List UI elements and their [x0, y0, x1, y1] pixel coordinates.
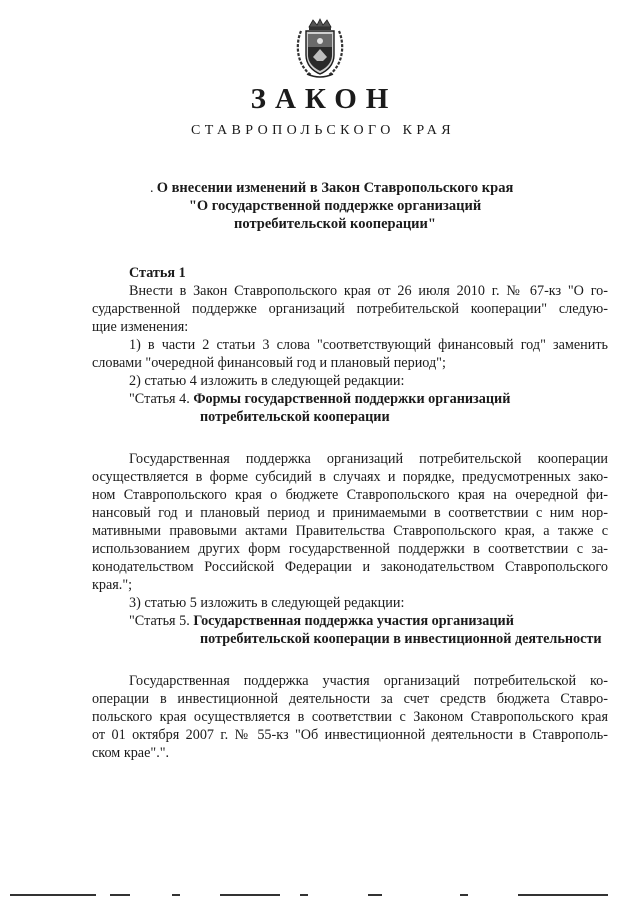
law-title: ЗАКОН — [250, 83, 398, 115]
body-line: Государственная поддержка организаций потребительской кооперации — [129, 451, 608, 467]
law-subtitle: СТАВРОПОЛЬСКОГО КРАЯ — [191, 123, 455, 138]
body-line: Внести в Закон Ставропольского края от 26 июля 2010 г. № 67-кз "О го- — [129, 283, 608, 299]
body-line: 2) статью 4 изложить в следующей редакции: — [129, 373, 405, 389]
body-line: от 01 октября 2007 г. № 55-кз "Об инвестиционной деятельности в Ставрополь- — [92, 727, 608, 743]
stavropol-coat-of-arms-icon — [293, 17, 347, 81]
body-line: 1) в части 2 статьи 3 слова "соответствующий финансовый год" заменить — [129, 337, 608, 353]
document-heading — [150, 179, 520, 233]
body-line: осуществляется в форме субсидий в случаях и порядке, предусмотренных зако- — [92, 469, 608, 485]
heading-line: О внесении изменений в Закон Ставропольского края — [156, 180, 514, 196]
body-line: мативными правовыми актами Правительства Ставропольского края, а также с — [92, 523, 608, 539]
body-line: ском крае".". — [92, 745, 170, 761]
body-line: сударственной поддержке организаций потребительской кооперации" следую- — [92, 301, 608, 317]
body-line: польского края осуществляется в соответствии с Законом Ставропольского края — [92, 709, 608, 725]
body-line: Государственная поддержка участия организаций потребительской ко- — [129, 673, 608, 689]
body-line: нансовый год и плановый период и принимаемыми в соответствии с ним нор- — [92, 505, 608, 521]
body-line: ном Ставропольского края о бюджете Ставропольского края на очередной фи- — [92, 487, 608, 503]
article4-title-cont: потребительской кооперации — [200, 409, 390, 425]
article4-title: Формы государственной поддержки организаций — [193, 391, 511, 407]
article4-heading — [92, 390, 608, 408]
article5-prefix: "Статья 5. — [129, 613, 194, 629]
body-line: конодательством Российской Федерации и законодательством Ставропольского — [92, 559, 608, 575]
margin-mark: . — [150, 181, 154, 196]
body-line: словами "очередной финансовый год и плановый период"; — [92, 355, 446, 371]
body-line: использованием других форм государственной поддержки в соответствии с за- — [92, 541, 608, 557]
heading-line: "О государственной поддержке организаций — [188, 198, 482, 214]
article5-heading — [92, 612, 608, 630]
heading-line: потребительской кооперации" — [234, 216, 436, 232]
article5-title-cont: потребительской кооперации в инвестиционной деятельности — [200, 631, 602, 647]
body-line: края."; — [92, 577, 133, 593]
body-line: щие изменения: — [92, 319, 189, 335]
bottom-rule — [0, 894, 640, 898]
body-line: 3) статью 5 изложить в следующей редакции: — [129, 595, 405, 611]
body-line: операции в инвестиционной деятельности за счет средств бюджета Ставро- — [92, 691, 608, 707]
article-title: Статья 1 — [129, 265, 186, 281]
article5-title: Государственная поддержка участия организаций — [193, 613, 514, 629]
article4-prefix: "Статья 4. — [129, 391, 194, 407]
document-body — [92, 264, 608, 762]
